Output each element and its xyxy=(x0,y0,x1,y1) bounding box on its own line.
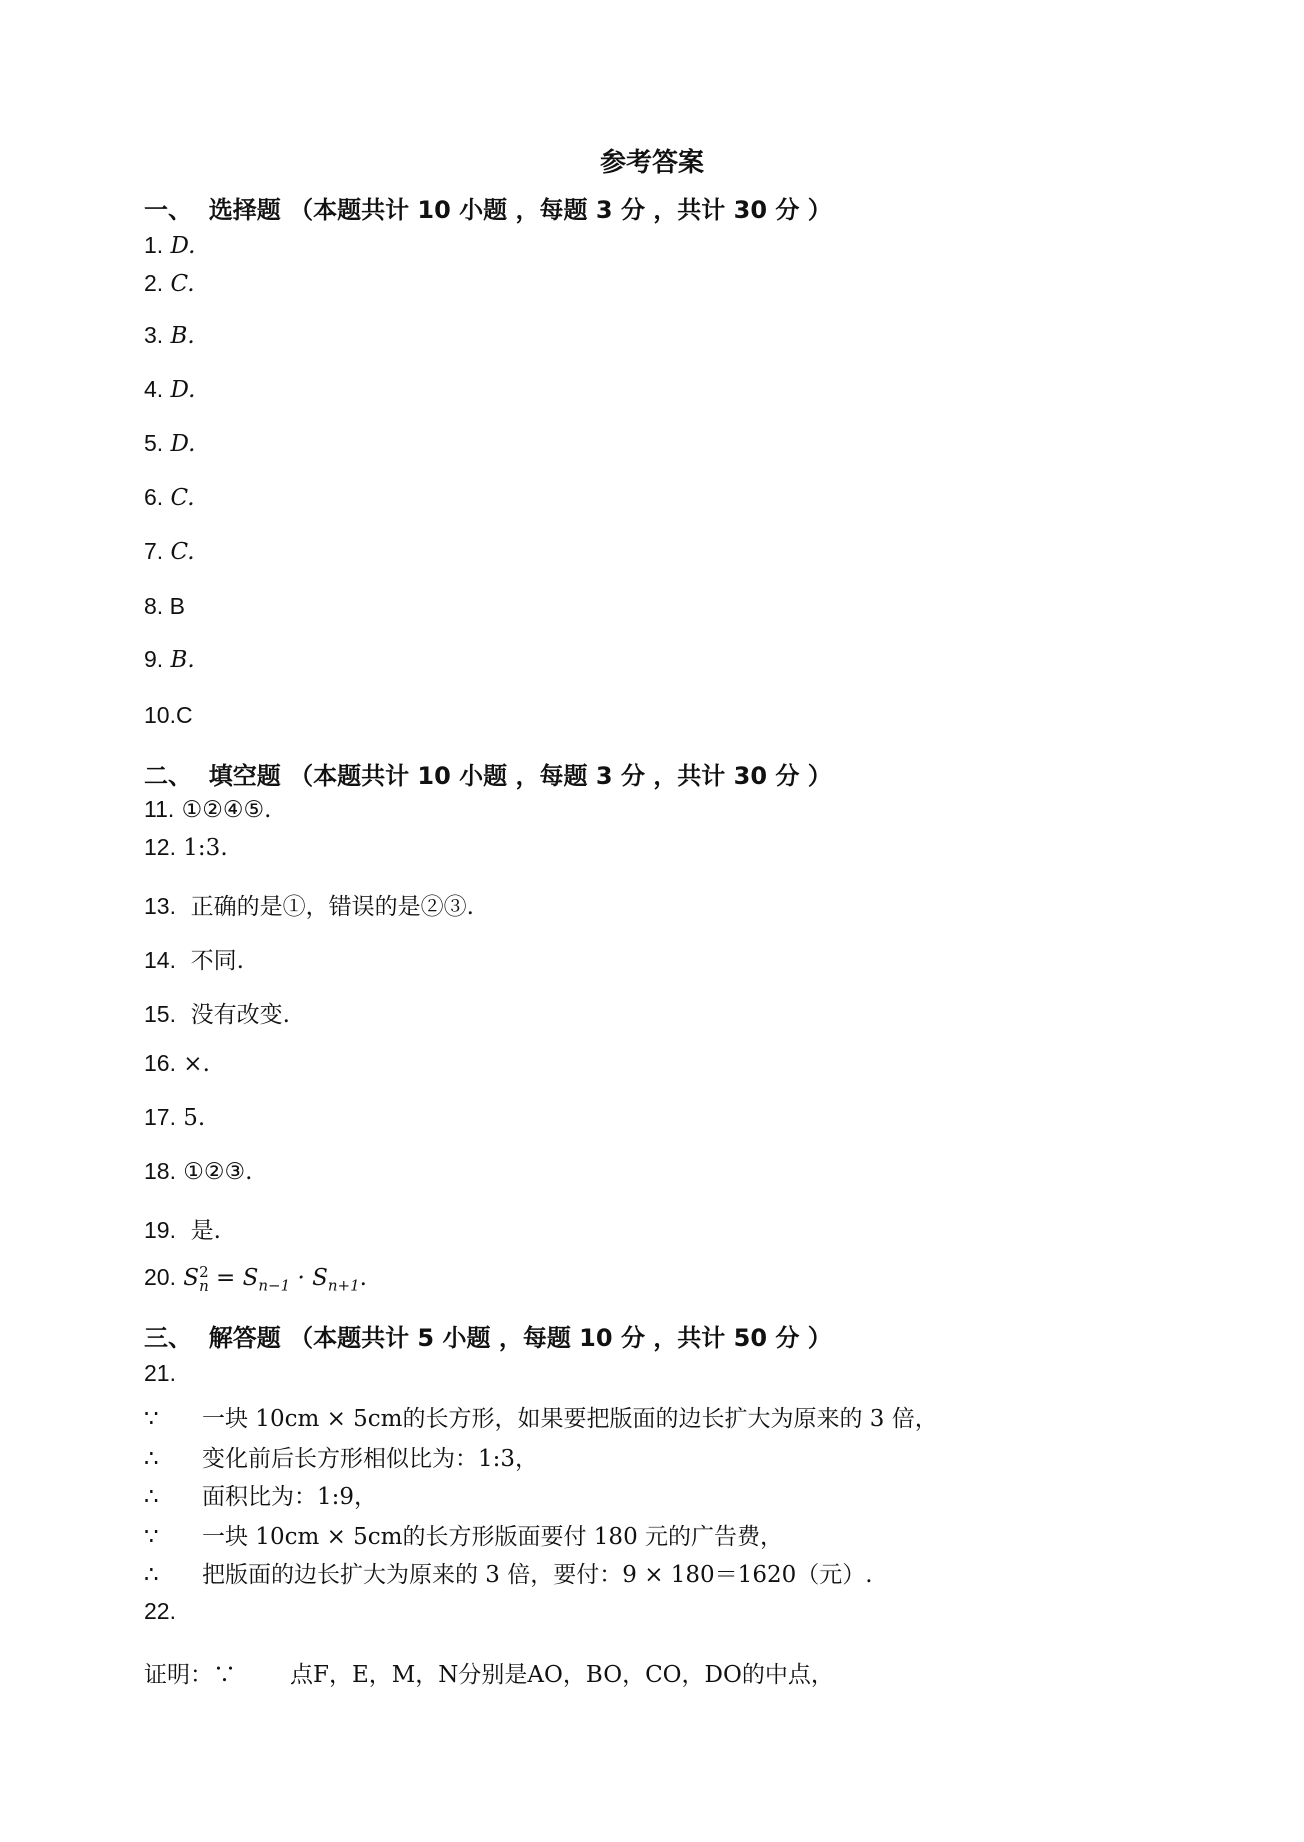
fill-answer-11: 11. ①②④⑤. xyxy=(144,796,272,823)
fill-answer-16: 16. ×. xyxy=(144,1050,210,1077)
section-heading-choice: 一、 选择题 （本题共计 10 小题 ，每题 3 分 ，共计 30 分 ） xyxy=(144,196,832,224)
q22-proof-line: 证明：∵ 点F，E，M，N分别是AO，BO，CO，DO的中点， xyxy=(144,1662,834,1688)
fill-answer-14: 14. 不同. xyxy=(144,947,244,974)
section-heading-fill: 二、 填空题 （本题共计 10 小题 ，每题 3 分 ，共计 30 分 ） xyxy=(144,762,832,790)
fill-answer-17: 17. 5. xyxy=(144,1104,206,1131)
mc-answer-5: 5. D. xyxy=(144,430,196,457)
mc-answer-4: 4. D. xyxy=(144,376,196,403)
q21-line-3: ∴ 面积比为：1:9， xyxy=(144,1484,378,1510)
mc-answer-1: 1. D. xyxy=(144,232,196,259)
q21-line-4: ∵ 一块 10cm × 5cm的长方形版面要付 180 元的广告费， xyxy=(144,1524,784,1550)
mc-answer-2: 2. C. xyxy=(144,270,195,297)
q21-number: 21. xyxy=(144,1360,176,1386)
fill-answer-13: 13. 正确的是①，错误的是②③. xyxy=(144,893,474,920)
fill-answer-20: 20. S 2 n = $S_{n-1} \cdot S_{n+1}$. xyxy=(144,1263,367,1295)
q21-line-2: ∴ 变化前后长方形相似比为：1:3， xyxy=(144,1446,539,1472)
q22-number: 22. xyxy=(144,1598,176,1624)
mc-answer-7: 7. C. xyxy=(144,538,195,565)
mc-answer-8: 8. B xyxy=(144,593,185,619)
mc-answer-9: 9. B. xyxy=(144,646,195,673)
fill-answer-18: 18. ①②③. xyxy=(144,1158,253,1185)
fill-answer-19: 19. 是. xyxy=(144,1217,221,1244)
mc-answer-6: 6. C. xyxy=(144,484,195,511)
section-heading-solution: 三、 解答题 （本题共计 5 小题 ，每题 10 分 ，共计 50 分 ） xyxy=(144,1324,832,1352)
fill-answer-12: 12. 1:3. xyxy=(144,834,228,861)
mc-answer-10: 10.C xyxy=(144,702,193,728)
q21-line-5: ∴ 把版面的边长扩大为原来的 3 倍，要付：9 × 180＝1620（元）. xyxy=(144,1562,873,1588)
mc-answer-3: 3. B. xyxy=(144,322,195,349)
fill-answer-15: 15. 没有改变. xyxy=(144,1001,290,1028)
page-title: 参考答案 xyxy=(599,148,704,178)
q21-line-1: ∵ 一块 10cm × 5cm的长方形，如果要把版面的边长扩大为原来的 3 倍， xyxy=(144,1406,938,1432)
